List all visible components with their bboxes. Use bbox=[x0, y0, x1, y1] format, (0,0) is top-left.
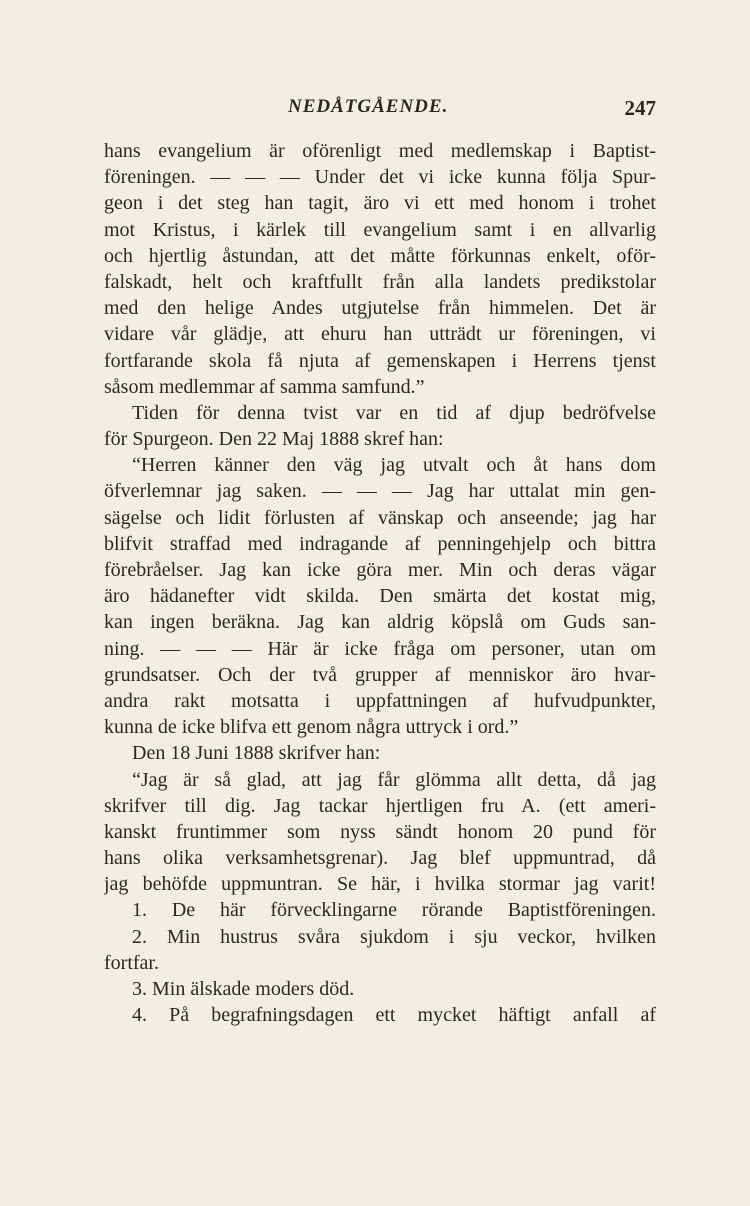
text-line: 2. Min hustrus svåra sjukdom i sju veckor, hvilken bbox=[132, 925, 656, 948]
text-line: föreningen. — — — Under det vi icke kunna följa Spur- bbox=[104, 166, 656, 189]
text-line: hans olika verksamhetsgrenar). Jag blef uppmuntrad, då bbox=[104, 847, 656, 870]
text-line: andra rakt motsatta i uppfattningen af hufvudpunkter, bbox=[104, 689, 656, 712]
text-line: 1. De här förvecklingarne rörande Baptistföreningen. bbox=[132, 899, 656, 922]
text-line: Tiden för denna tvist var en tid af djup bedröfvelse bbox=[132, 401, 656, 424]
text-line: ning. — — — Här är icke fråga om personer, utan om bbox=[104, 637, 656, 660]
text-line: mot Kristus, i kärlek till evangelium samt i en allvarlig bbox=[104, 218, 656, 241]
text-line: falskadt, helt och kraftfullt från alla landets predikstolar bbox=[104, 270, 656, 293]
text-line: förebråelser. Jag kan icke göra mer. Min och deras vägar bbox=[104, 559, 656, 581]
text-line: “Jag är så glad, att jag får glömma allt detta, då jag bbox=[132, 768, 656, 791]
page-header bbox=[104, 96, 656, 124]
text-line: kan ingen beräkna. Jag kan aldrig köpslå om Guds san- bbox=[104, 611, 656, 634]
text-line: och hjertlig åstundan, att det måtte förkunnas enkelt, oför- bbox=[104, 244, 656, 267]
text-line: grundsatser. Och der två grupper af menniskor äro hvar- bbox=[104, 663, 656, 686]
text-line: hans evangelium är oförenligt med medlemskap i Baptist- bbox=[104, 140, 656, 162]
text-line: öfverlemnar jag saken. — — — Jag har uttalat min gen- bbox=[104, 480, 656, 503]
text-line: för Spurgeon. Den 22 Maj 1888 skref han: bbox=[104, 428, 444, 451]
text-line: Den 18 Juni 1888 skrifver han: bbox=[132, 742, 381, 765]
body-text bbox=[104, 138, 656, 1028]
text-line: sägelse och lidit förlusten af vänskap och anseende; jag har bbox=[104, 506, 656, 529]
text-line: 3. Min älskade moders död. bbox=[132, 978, 355, 1000]
text-line: 4. På begrafningsdagen ett mycket häftigt anfall af bbox=[132, 1004, 656, 1027]
text-line: kanskt fruntimmer som nyss sändt honom 20 pund för bbox=[104, 820, 656, 843]
text-line: blifvit straffad med indragande af penningehjelp och bittra bbox=[104, 532, 656, 555]
text-line: kunna de icke blifva ett genom några uttryck i ord.” bbox=[104, 716, 519, 739]
text-line: med den helige Andes utgjutelse från himmelen. Det är bbox=[104, 297, 656, 320]
text-line: geon i det steg han tagit, äro vi ett med honom i trohet bbox=[104, 192, 656, 215]
text-line: såsom medlemmar af samma samfund.” bbox=[104, 375, 425, 398]
text-line: “Herren känner den väg jag utvalt och åt hans dom bbox=[132, 454, 656, 477]
running-title: NEDÅTGÅENDE. bbox=[288, 96, 449, 117]
text-line: äro hädanefter vidt skilda. Den smärta det kostat mig, bbox=[104, 585, 656, 608]
text-line: fortfar. bbox=[104, 951, 159, 974]
text-line: jag behöfde uppmuntran. Se här, i hvilka stormar jag varit! bbox=[104, 873, 656, 896]
page-number: 247 bbox=[624, 96, 656, 120]
text-line: skrifver till dig. Jag tackar hjertligen fru A. (ett ameri- bbox=[104, 794, 656, 817]
text-line: fortfarande skola få njuta af gemenskapen i Herrens tjenst bbox=[104, 349, 656, 372]
text-line: vidare vår glädje, att ehuru han utträdt ur föreningen, vi bbox=[104, 323, 656, 346]
